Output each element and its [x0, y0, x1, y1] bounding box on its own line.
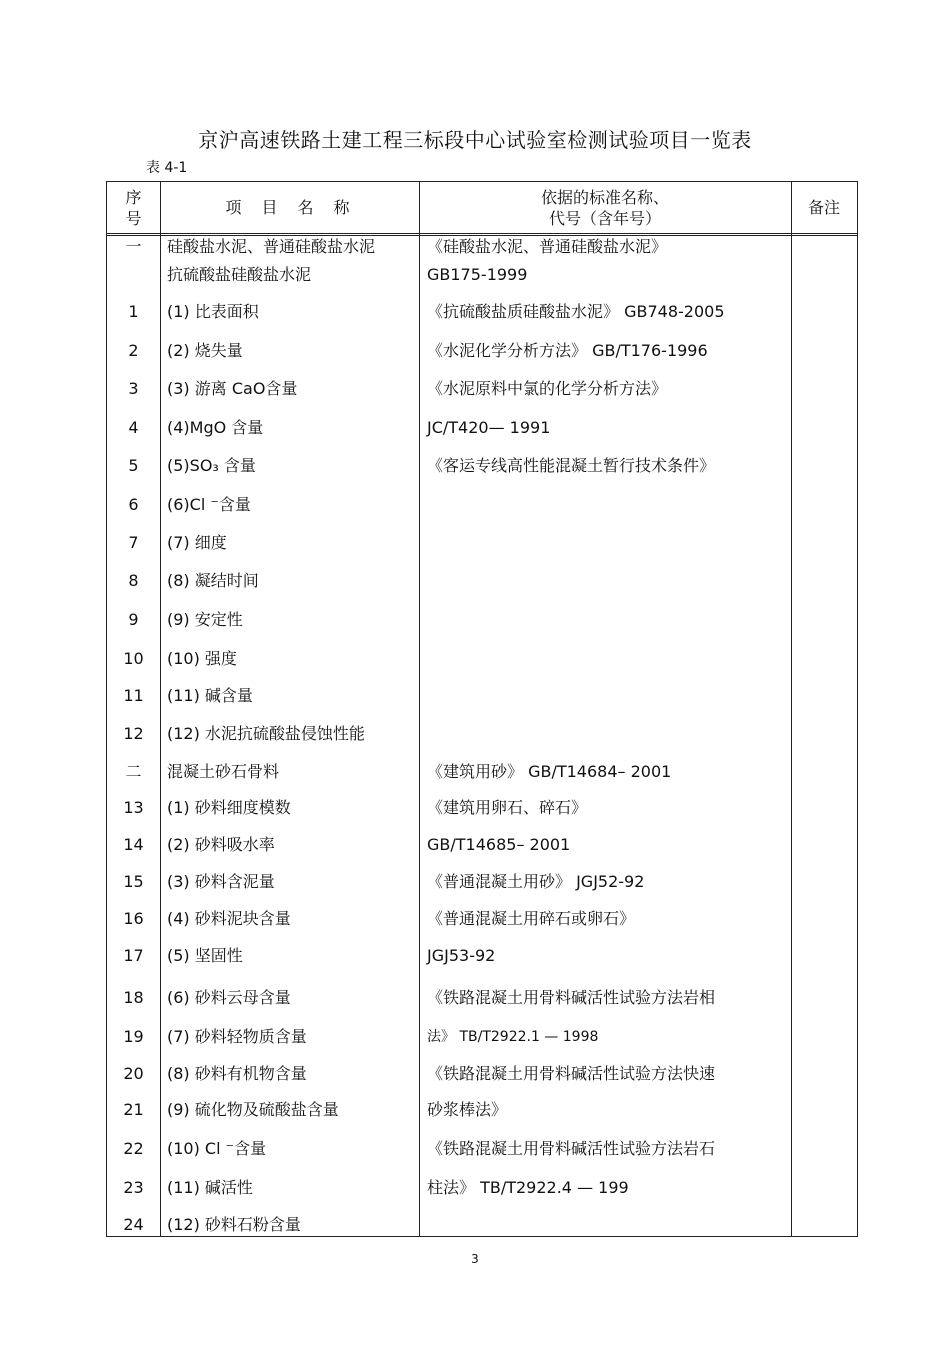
row-seq: 23	[123, 1178, 144, 1197]
row-seq: 18	[123, 988, 144, 1007]
row-seq: 16	[123, 909, 144, 928]
row-standard: JC/T420— 1991	[427, 418, 551, 437]
row-item-name: (4)MgO 含量	[167, 418, 264, 437]
row-seq: 8	[128, 571, 139, 590]
header-standard-line1: 依据的标准名称、	[540, 187, 669, 207]
header-divider	[107, 233, 857, 234]
column-divider	[419, 182, 420, 1236]
row-standard: 《普通混凝土用碎石或卵石》	[427, 909, 636, 928]
header-standard-line2: 代号（含年号）	[548, 208, 661, 228]
row-seq: 20	[123, 1064, 144, 1083]
row-standard: 《建筑用卵石、碎石》	[427, 798, 588, 817]
row-item-name: (10) 强度	[167, 649, 237, 668]
row-standard: 《铁路混凝土用骨料碱活性试验方法岩相	[427, 988, 716, 1007]
row-standard: 砂浆棒法》	[427, 1100, 508, 1119]
row-item-name: (6)Cl ⁻含量	[167, 495, 251, 514]
row-seq: 3	[128, 379, 139, 398]
row-standard: JGJ53-92	[427, 946, 496, 965]
row-item-name: (12) 砂料石粉含量	[167, 1215, 301, 1234]
row-seq: 10	[123, 649, 144, 668]
row-item-name: (9) 硫化物及硫酸盐含量	[167, 1100, 339, 1119]
row-standard: GB/T14685– 2001	[427, 835, 571, 854]
row-seq: 1	[128, 302, 139, 321]
row-item-name: 硅酸盐水泥、普通硅酸盐水泥	[167, 237, 376, 256]
row-seq: 4	[128, 418, 139, 437]
row-item-name: (4) 砂料泥块含量	[167, 909, 291, 928]
row-seq: 12	[123, 724, 144, 743]
header-seq-line2: 号	[125, 208, 142, 228]
page-title: 京沪高速铁路土建工程三标段中心试验室检测试验项目一览表	[198, 128, 752, 152]
row-item-name: (8) 凝结时间	[167, 571, 259, 590]
row-standard: 《水泥原料中氯的化学分析方法》	[427, 379, 668, 398]
row-seq: 14	[123, 835, 144, 854]
header-divider	[107, 235, 857, 236]
header-seq-line1: 序	[125, 187, 142, 207]
header-name: 项目名称	[225, 198, 370, 217]
column-divider	[791, 182, 792, 1236]
row-seq: 21	[123, 1100, 144, 1119]
row-seq: 22	[123, 1139, 144, 1158]
row-seq: 17	[123, 946, 144, 965]
row-standard: 《铁路混凝土用骨料碱活性试验方法快速	[427, 1064, 716, 1083]
row-item-name: (3) 游离 CaO含量	[167, 379, 298, 398]
page-number: 3	[471, 1252, 479, 1266]
row-item-name: (11) 碱含量	[167, 686, 253, 705]
row-item-name: (2) 烧失量	[167, 341, 243, 360]
table-label: 表 4-1	[146, 160, 188, 176]
row-standard: GB175-1999	[427, 265, 528, 284]
row-standard: 柱法》 TB/T2922.4 — 199	[427, 1178, 629, 1197]
row-item-name: (5)SO₃ 含量	[167, 456, 256, 475]
row-seq: 11	[123, 686, 144, 705]
row-item-name: (11) 碱活性	[167, 1178, 253, 1197]
column-divider	[160, 182, 161, 1236]
row-seq: 7	[128, 533, 139, 552]
row-seq: 二	[125, 762, 142, 781]
row-standard: 《普通混凝土用砂》 JGJ52-92	[427, 872, 645, 891]
row-seq: 6	[128, 495, 139, 514]
row-item-name: (2) 砂料吸水率	[167, 835, 275, 854]
row-standard: 《抗硫酸盐质硅酸盐水泥》 GB748-2005	[427, 302, 725, 321]
row-seq: 24	[123, 1215, 144, 1234]
row-item-name: (1) 比表面积	[167, 302, 259, 321]
row-item-name: (3) 砂料含泥量	[167, 872, 275, 891]
row-item-name: (8) 砂料有机物含量	[167, 1064, 307, 1083]
header-note: 备注	[807, 198, 840, 217]
row-item-name: (9) 安定性	[167, 610, 243, 629]
row-standard: 法》 TB/T2922.1 — 1998	[427, 1029, 599, 1045]
row-seq: 一	[125, 237, 142, 256]
items-table	[106, 181, 858, 1237]
header-standard	[419, 182, 791, 233]
row-item-name: (1) 砂料细度模数	[167, 798, 291, 817]
row-seq: 9	[128, 610, 139, 629]
row-item-name: (7) 砂料轻物质含量	[167, 1027, 307, 1046]
header-seq	[107, 182, 160, 233]
row-item-name: (10) Cl ⁻含量	[167, 1139, 267, 1158]
row-standard: 《铁路混凝土用骨料碱活性试验方法岩石	[427, 1139, 716, 1158]
row-standard: 《水泥化学分析方法》 GB/T176-1996	[427, 341, 708, 360]
row-seq: 13	[123, 798, 144, 817]
row-seq: 5	[128, 456, 139, 475]
row-standard: 《建筑用砂》 GB/T14684– 2001	[427, 762, 672, 781]
row-standard: 《硅酸盐水泥、普通硅酸盐水泥》	[427, 237, 668, 256]
row-item-name: 抗硫酸盐硅酸盐水泥	[167, 265, 312, 284]
row-seq: 19	[123, 1027, 144, 1046]
row-standard: 《客运专线高性能混凝土暂行技术条件》	[427, 456, 716, 475]
row-item-name: (7) 细度	[167, 533, 227, 552]
row-seq: 15	[123, 872, 144, 891]
row-item-name: (5) 坚固性	[167, 946, 243, 965]
row-seq: 2	[128, 341, 139, 360]
row-item-name: (6) 砂料云母含量	[167, 988, 291, 1007]
row-item-name: 混凝土砂石骨料	[167, 762, 280, 781]
row-item-name: (12) 水泥抗硫酸盐侵蚀性能	[167, 724, 365, 743]
